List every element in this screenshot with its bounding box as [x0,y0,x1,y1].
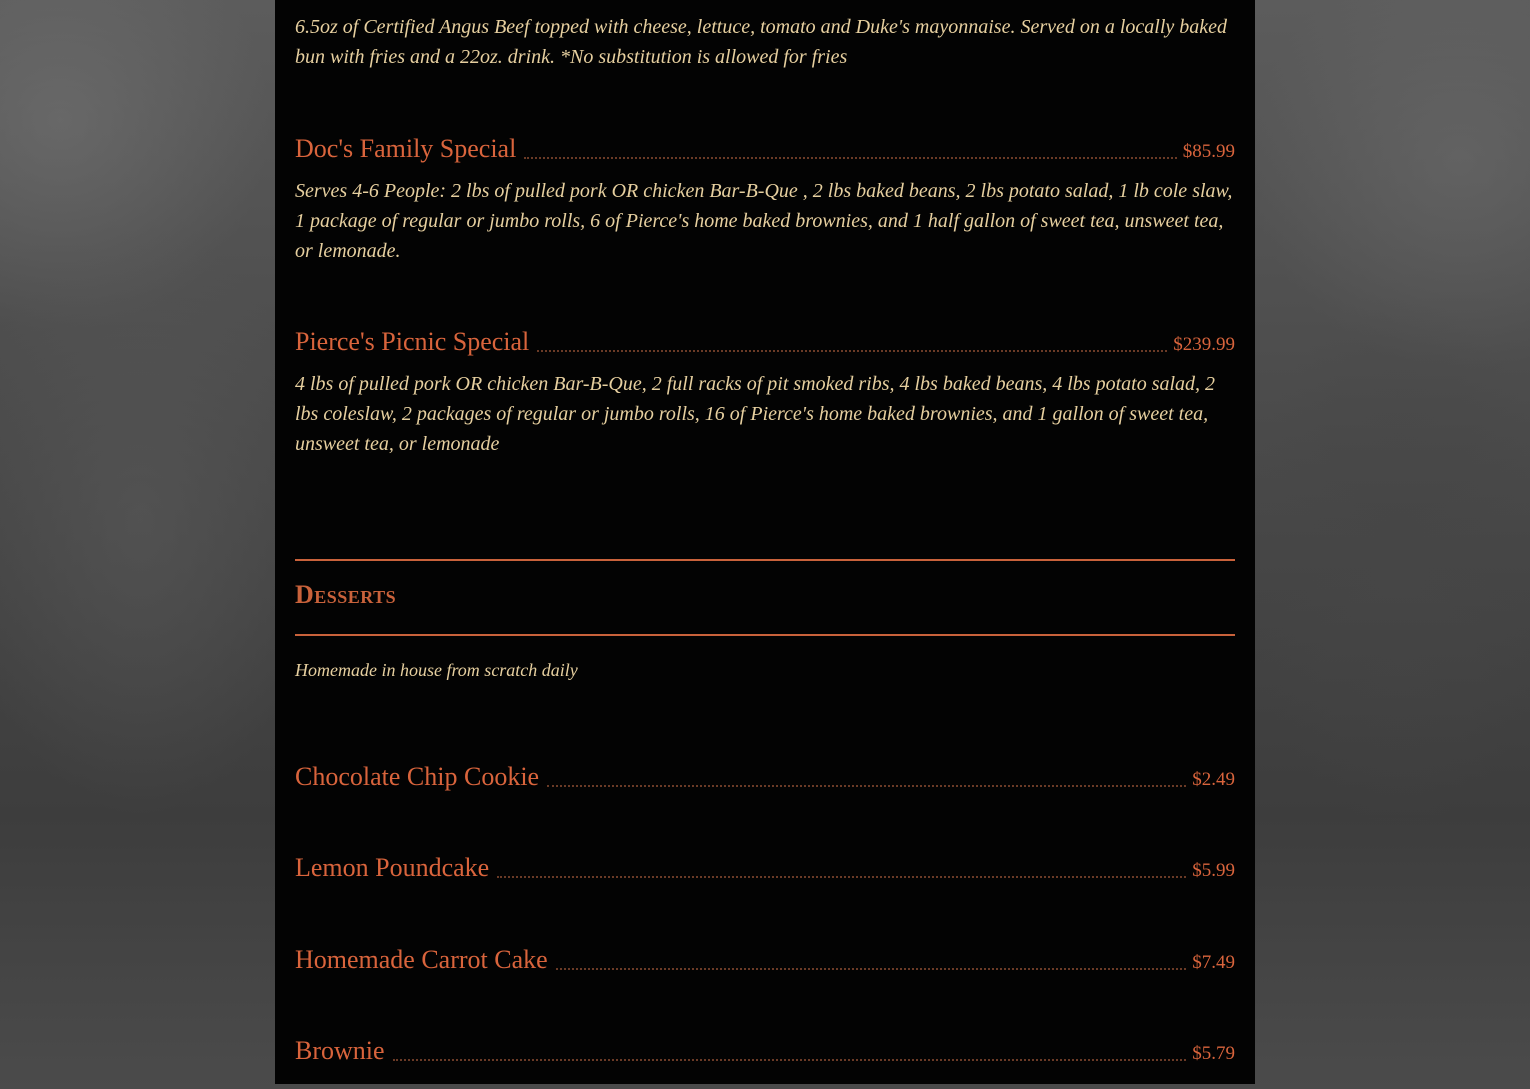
menu-item-pierces-picnic-special[interactable] [295,323,1235,357]
section-divider-top [295,559,1235,561]
section-note: Homemade in house from scratch daily [295,660,578,680]
menu-item-docs-family-special[interactable] [295,130,1235,164]
item-price: $85.99 [1182,141,1235,162]
menu-panel [275,0,1255,1084]
item-name: Pierce's Picnic Special [295,327,530,356]
dot-leader [556,968,1187,970]
section-divider-bottom [295,634,1235,636]
item-price: $2.49 [1192,769,1235,790]
dot-leader [547,785,1186,787]
item-name: Homemade Carrot Cake [295,945,548,974]
menu-item-brownie[interactable] [295,1032,1235,1066]
item-price: $239.99 [1173,334,1235,355]
item-price: $7.49 [1192,952,1235,973]
dot-leader [497,876,1186,878]
item-price: $5.79 [1192,1043,1235,1064]
menu-item-lemon-poundcake[interactable] [295,849,1235,883]
item-description: 4 lbs of pulled pork OR chicken Bar-B-Que, 2 full racks of pit smoked ribs, 4 lbs baked beans, 4 lbs potato salad, 2 lbs coleslaw, 2 packages of regular or jumbo rolls, 16 of Pierce's home baked brownies, and 1 gallon of sweet tea, unsweet tea, or lemonade [295,373,1216,455]
item-name: Doc's Family Special [295,134,517,163]
item-price: $5.99 [1192,860,1235,881]
item-description: Serves 4-6 People: 2 lbs of pulled pork OR chicken Bar-B-Que , 2 lbs baked beans, 2 lbs potato salad, 1 lb cole slaw, 1 package of regular or jumbo rolls, 6 of Pierce's home baked brownies, and 1 half gallon of sweet tea, unsweet tea, or lemonade. [295,180,1233,262]
item-name: Brownie [295,1036,385,1065]
dot-leader [524,157,1176,159]
section-title-desserts: Desserts [295,580,397,609]
menu-item-homemade-carrot-cake[interactable] [295,941,1235,975]
item-description: 6.5oz of Certified Angus Beef topped with cheese, lettuce, tomato and Duke's mayonnaise. Served on a locally baked bun with fries and a 22oz. drink. *No substitution is allowed for fries [295,16,1228,68]
item-name: Lemon Poundcake [295,853,490,882]
dot-leader [393,1059,1187,1061]
item-name: Chocolate Chip Cookie [295,762,540,791]
menu-item-chocolate-chip-cookie[interactable] [295,758,1235,792]
dot-leader [537,350,1167,352]
